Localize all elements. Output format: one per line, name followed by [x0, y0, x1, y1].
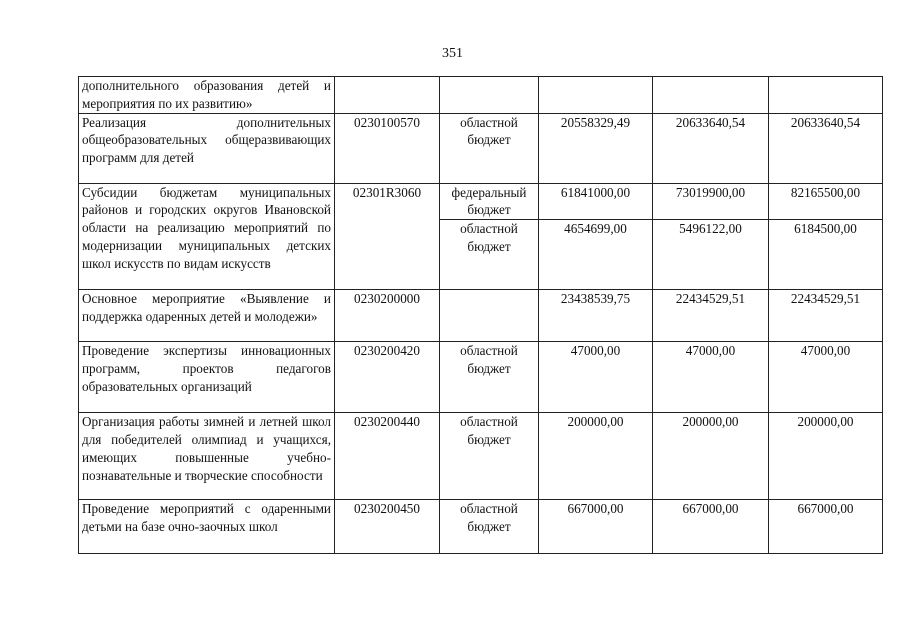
code-cell: 0230100570: [335, 113, 440, 183]
table-row: [79, 290, 883, 342]
activity-name-cell: Проведение мероприятий с одаренными детьми на базе очно-заочных школ: [79, 500, 335, 554]
amount-year3-cell: 20633640,54: [769, 113, 883, 183]
code-cell: 0230200440: [335, 413, 440, 500]
amount-year3-cell: [769, 77, 883, 114]
activity-name-cell: Реализация дополнительных общеобразовательных общеразвивающих программ для детей: [79, 113, 335, 183]
amount-year2-cell: 22434529,51: [653, 290, 769, 342]
activity-name-cell: Основное мероприятие «Выявление и поддержка одаренных детей и молодежи»: [79, 290, 335, 342]
code-cell: 0230200420: [335, 342, 440, 413]
code-cell: 0230200000: [335, 290, 440, 342]
source-cell: [440, 77, 539, 114]
source-cell: областной бюджет: [440, 220, 539, 290]
amount-year2-cell: 47000,00: [653, 342, 769, 413]
amount-year2-cell: 5496122,00: [653, 220, 769, 290]
amount-year2-cell: 73019900,00: [653, 183, 769, 220]
amount-year1-cell: 4654699,00: [539, 220, 653, 290]
table-row: [79, 500, 883, 554]
table-row: [79, 77, 883, 114]
amount-year2-cell: 20633640,54: [653, 113, 769, 183]
table-row: [79, 183, 883, 220]
amount-year3-cell: 200000,00: [769, 413, 883, 500]
amount-year3-cell: 667000,00: [769, 500, 883, 554]
amount-year1-cell: [539, 77, 653, 114]
activity-name-cell: Проведение экспертизы инновационных программ, проектов педагогов образовательных организаций: [79, 342, 335, 413]
activity-name-cell: Субсидии бюджетам муниципальных районов и городских округов Ивановской области на реализацию мероприятий по модернизации муниципальных детских школ искусств по видам искусств: [79, 183, 335, 290]
amount-year1-cell: 47000,00: [539, 342, 653, 413]
table-row: [79, 113, 883, 183]
amount-year3-cell: 47000,00: [769, 342, 883, 413]
code-cell: 02301R3060: [335, 183, 440, 290]
activity-name-cell: Организация работы зимней и летней школ для победителей олимпиад и учащихся, имеющих повышенные учебно-познавательные и творческие способности: [79, 413, 335, 500]
amount-year2-cell: 200000,00: [653, 413, 769, 500]
amount-year3-cell: 82165500,00: [769, 183, 883, 220]
source-cell: областной бюджет: [440, 500, 539, 554]
amount-year1-cell: 20558329,49: [539, 113, 653, 183]
amount-year1-cell: 667000,00: [539, 500, 653, 554]
amount-year1-cell: 23438539,75: [539, 290, 653, 342]
source-cell: областной бюджет: [440, 413, 539, 500]
source-cell: федеральный бюджет: [440, 183, 539, 220]
page-number: 351: [442, 46, 463, 61]
amount-year3-cell: 6184500,00: [769, 220, 883, 290]
amount-year2-cell: [653, 77, 769, 114]
table-row: [79, 342, 883, 413]
amount-year1-cell: 200000,00: [539, 413, 653, 500]
activity-name-cell: дополнительного образования детей и мероприятия по их развитию»: [79, 77, 335, 114]
source-cell: [440, 290, 539, 342]
amount-year1-cell: 61841000,00: [539, 183, 653, 220]
source-cell: областной бюджет: [440, 113, 539, 183]
source-cell: областной бюджет: [440, 342, 539, 413]
code-cell: 0230200450: [335, 500, 440, 554]
table-row: [79, 413, 883, 500]
code-cell: [335, 77, 440, 114]
amount-year3-cell: 22434529,51: [769, 290, 883, 342]
amount-year2-cell: 667000,00: [653, 500, 769, 554]
budget-table: [78, 76, 883, 554]
